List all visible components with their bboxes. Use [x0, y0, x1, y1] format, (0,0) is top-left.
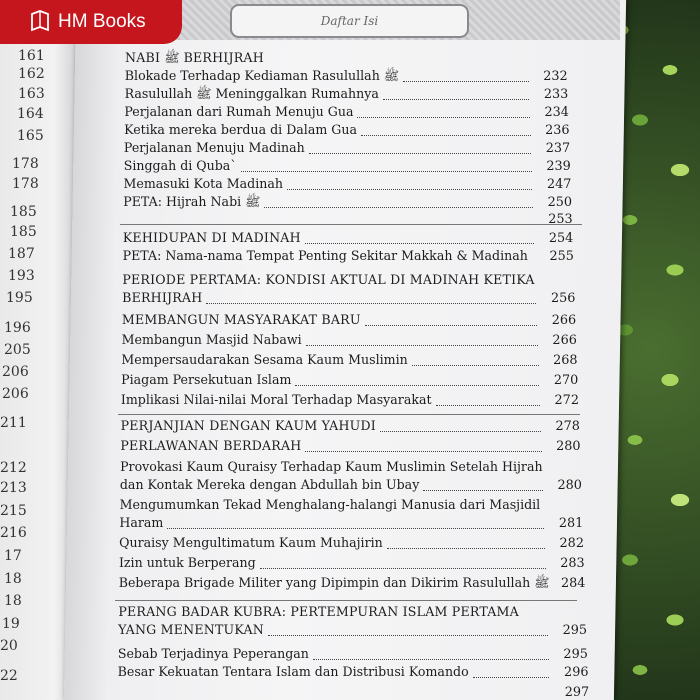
toc-page-number: 253: [548, 212, 573, 227]
leader-dots: [206, 303, 536, 304]
toc-page-number: 281: [558, 516, 584, 531]
left-page-number: 185: [10, 224, 37, 240]
brand-badge: [0, 0, 182, 44]
left-page-number: 161: [18, 48, 45, 64]
leader-dots: [309, 153, 531, 154]
leader-dots: [306, 345, 538, 346]
toc-page-number: 255: [549, 249, 574, 264]
toc-page-number: 272: [554, 393, 579, 408]
toc-entry-title: Perjalanan dari Rumah Menuju Gua: [124, 104, 354, 119]
leader-dots: [403, 81, 529, 82]
leader-dots: [305, 243, 535, 244]
toc-page-number: 239: [546, 159, 571, 174]
toc-page-number: 284: [560, 576, 586, 591]
leader-dots: [264, 207, 533, 208]
left-page-number: 18: [4, 593, 22, 609]
left-page-number: 17: [4, 548, 22, 564]
leader-dots: [473, 677, 550, 678]
left-page-number: 196: [4, 320, 31, 336]
toc-entry-title: MEMBANGUN MASYARAKAT BARU: [121, 312, 361, 327]
left-page-number: 18: [4, 571, 22, 587]
toc-page-number: 232: [543, 69, 568, 84]
toc-entry-title: PERANG BADAR KUBRA: PERTEMPURAN ISLAM PERTAMA: [118, 604, 519, 619]
toc-page-number: 236: [545, 123, 570, 138]
leader-dots: [241, 171, 532, 172]
leader-dots: [287, 189, 532, 190]
toc-page-number: 233: [543, 87, 569, 102]
leader-dots: [412, 365, 539, 366]
left-page-number: 215: [0, 503, 27, 519]
leader-dots: [380, 431, 541, 432]
leader-dots: [436, 405, 540, 406]
toc-page-number: 280: [556, 439, 581, 454]
toc-entry-title: Sebab Terjadinya Peperangan: [117, 646, 309, 661]
left-page-number: 187: [8, 246, 35, 262]
leader-dots: [357, 117, 529, 118]
toc-page-number: 295: [563, 647, 588, 662]
toc-entry-title: Memasuki Kota Madinah: [123, 176, 283, 191]
toc-page-number: 283: [560, 556, 585, 571]
toc-entry-title: dan Kontak Mereka dengan Abdullah bin Ubay: [119, 477, 420, 492]
leader-dots: [260, 568, 546, 569]
toc-page-number: 266: [551, 313, 577, 328]
toc-entry-title: Singgah di Quba`: [123, 158, 237, 173]
toc-entry-title: Blokade Terhadap Kediaman Rasulullah ﷺ: [124, 68, 400, 83]
toc-page-number: 278: [555, 419, 580, 434]
toc-entry-title: Izin untuk Berperang: [118, 555, 256, 570]
leader-dots: [383, 99, 529, 100]
toc-page-number: 297: [564, 685, 590, 700]
toc-entry-title: Mempersaudarakan Sesama Kaum Muslimin: [121, 352, 408, 367]
leader-dots: [167, 528, 544, 529]
left-page-number: 195: [6, 290, 33, 306]
left-page-number: 162: [18, 66, 45, 82]
toc-entry-title: Rasulullah ﷺ Meninggalkan Rumahnya: [124, 86, 379, 101]
leader-dots: [295, 385, 539, 386]
left-page-number: 178: [12, 176, 39, 192]
toc-entry-title: Mengumumkan Tekad Menghalang-halangi Manusia dari Masjidil: [119, 497, 541, 512]
left-page-number: 163: [18, 86, 45, 102]
book-icon: [30, 10, 50, 32]
brand-name: HM Books: [58, 11, 146, 32]
toc-entry-title: BERHIJRAH: [122, 290, 203, 305]
leader-dots: [387, 548, 545, 549]
left-page-number: 205: [4, 342, 31, 358]
toc-page-number: 250: [547, 195, 573, 210]
leader-dots: [305, 451, 541, 452]
left-page-number: 212: [0, 460, 27, 476]
left-page-number: 213: [0, 480, 27, 496]
left-page-number: 164: [17, 106, 44, 122]
leader-dots: [313, 659, 549, 660]
left-page-number: 185: [10, 204, 37, 220]
section-divider: [118, 414, 580, 415]
toc-entry-title: YANG MENENTUKAN: [118, 622, 264, 637]
page-header-label: Daftar Isi: [230, 4, 469, 38]
toc-entry-title: Ketika mereka berdua di Dalam Gua: [124, 122, 357, 137]
toc-entry-title: PETA: Nama-nama Tempat Penting Sekitar Makkah & Madinah: [122, 248, 528, 263]
toc-entry-title: PETA: Hijrah Nabi ﷺ: [123, 194, 261, 209]
section-divider: [115, 600, 577, 601]
toc-entry-title: KEHIDUPAN DI MADINAH: [122, 230, 301, 245]
toc-page-number: 295: [562, 623, 588, 638]
toc-page-number: 280: [557, 478, 582, 493]
section-divider: [120, 224, 582, 225]
toc-page-number: 237: [545, 141, 571, 156]
left-page-number: 165: [17, 128, 44, 144]
toc-page-number: 282: [559, 536, 584, 551]
left-page-number: 206: [2, 364, 29, 380]
toc-entry-title: Membangun Masjid Nabawi: [121, 332, 302, 347]
toc-entry-title: Provokasi Kaum Quraisy Terhadap Kaum Muslimin Setelah Hijrah: [120, 459, 543, 474]
left-page-number: 206: [2, 386, 29, 402]
left-page-number: 19: [2, 616, 20, 632]
toc-entry-title: PERIODE PERTAMA: KONDISI AKTUAL DI MADINAH KETIKA: [122, 272, 535, 287]
toc-entry-title: Beberapa Brigade Militer yang Dipimpin dan Dikirim Rasulullah ﷺ: [118, 575, 550, 590]
toc-page-number: 254: [548, 231, 574, 246]
toc-page-number: 270: [553, 373, 579, 388]
left-page-number: 178: [12, 156, 39, 172]
toc-page-number: 234: [544, 105, 569, 120]
toc-page-number: 256: [550, 291, 576, 306]
toc-entry-title: PERLAWANAN BERDARAH: [120, 438, 302, 453]
leader-dots: [365, 325, 537, 326]
toc-entry-title: PERJANJIAN DENGAN KAUM YAHUDI: [120, 418, 376, 433]
left-page-number: 193: [8, 268, 35, 284]
toc-entry-title: Quraisy Mengultimatum Kaum Muhajirin: [119, 535, 383, 550]
toc-entry-title: NABI ﷺ BERHIJRAH: [125, 50, 264, 65]
toc-entry-title: Haram: [119, 515, 164, 530]
leader-dots: [423, 490, 543, 491]
left-page-number: 211: [0, 415, 27, 431]
toc-entry-title: Perjalanan Menuju Madinah: [123, 140, 305, 155]
toc-page-number: 268: [553, 353, 578, 368]
toc-entry-title: Piagam Persekutuan Islam: [121, 372, 292, 387]
left-page-number: 20: [0, 638, 18, 654]
toc-entry-title: Besar Kekuatan Tentara Islam dan Distribusi Komando: [117, 664, 469, 679]
toc-page-number: 247: [546, 177, 572, 192]
toc-page-number: 296: [564, 665, 589, 680]
toc-page-number: 266: [552, 333, 577, 348]
left-page-number: 216: [0, 525, 27, 541]
left-page-number: 22: [0, 668, 18, 684]
leader-dots: [268, 635, 548, 636]
toc-entry-title: Implikasi Nilai-nilai Moral Terhadap Masyarakat: [120, 392, 432, 407]
leader-dots: [361, 135, 531, 136]
